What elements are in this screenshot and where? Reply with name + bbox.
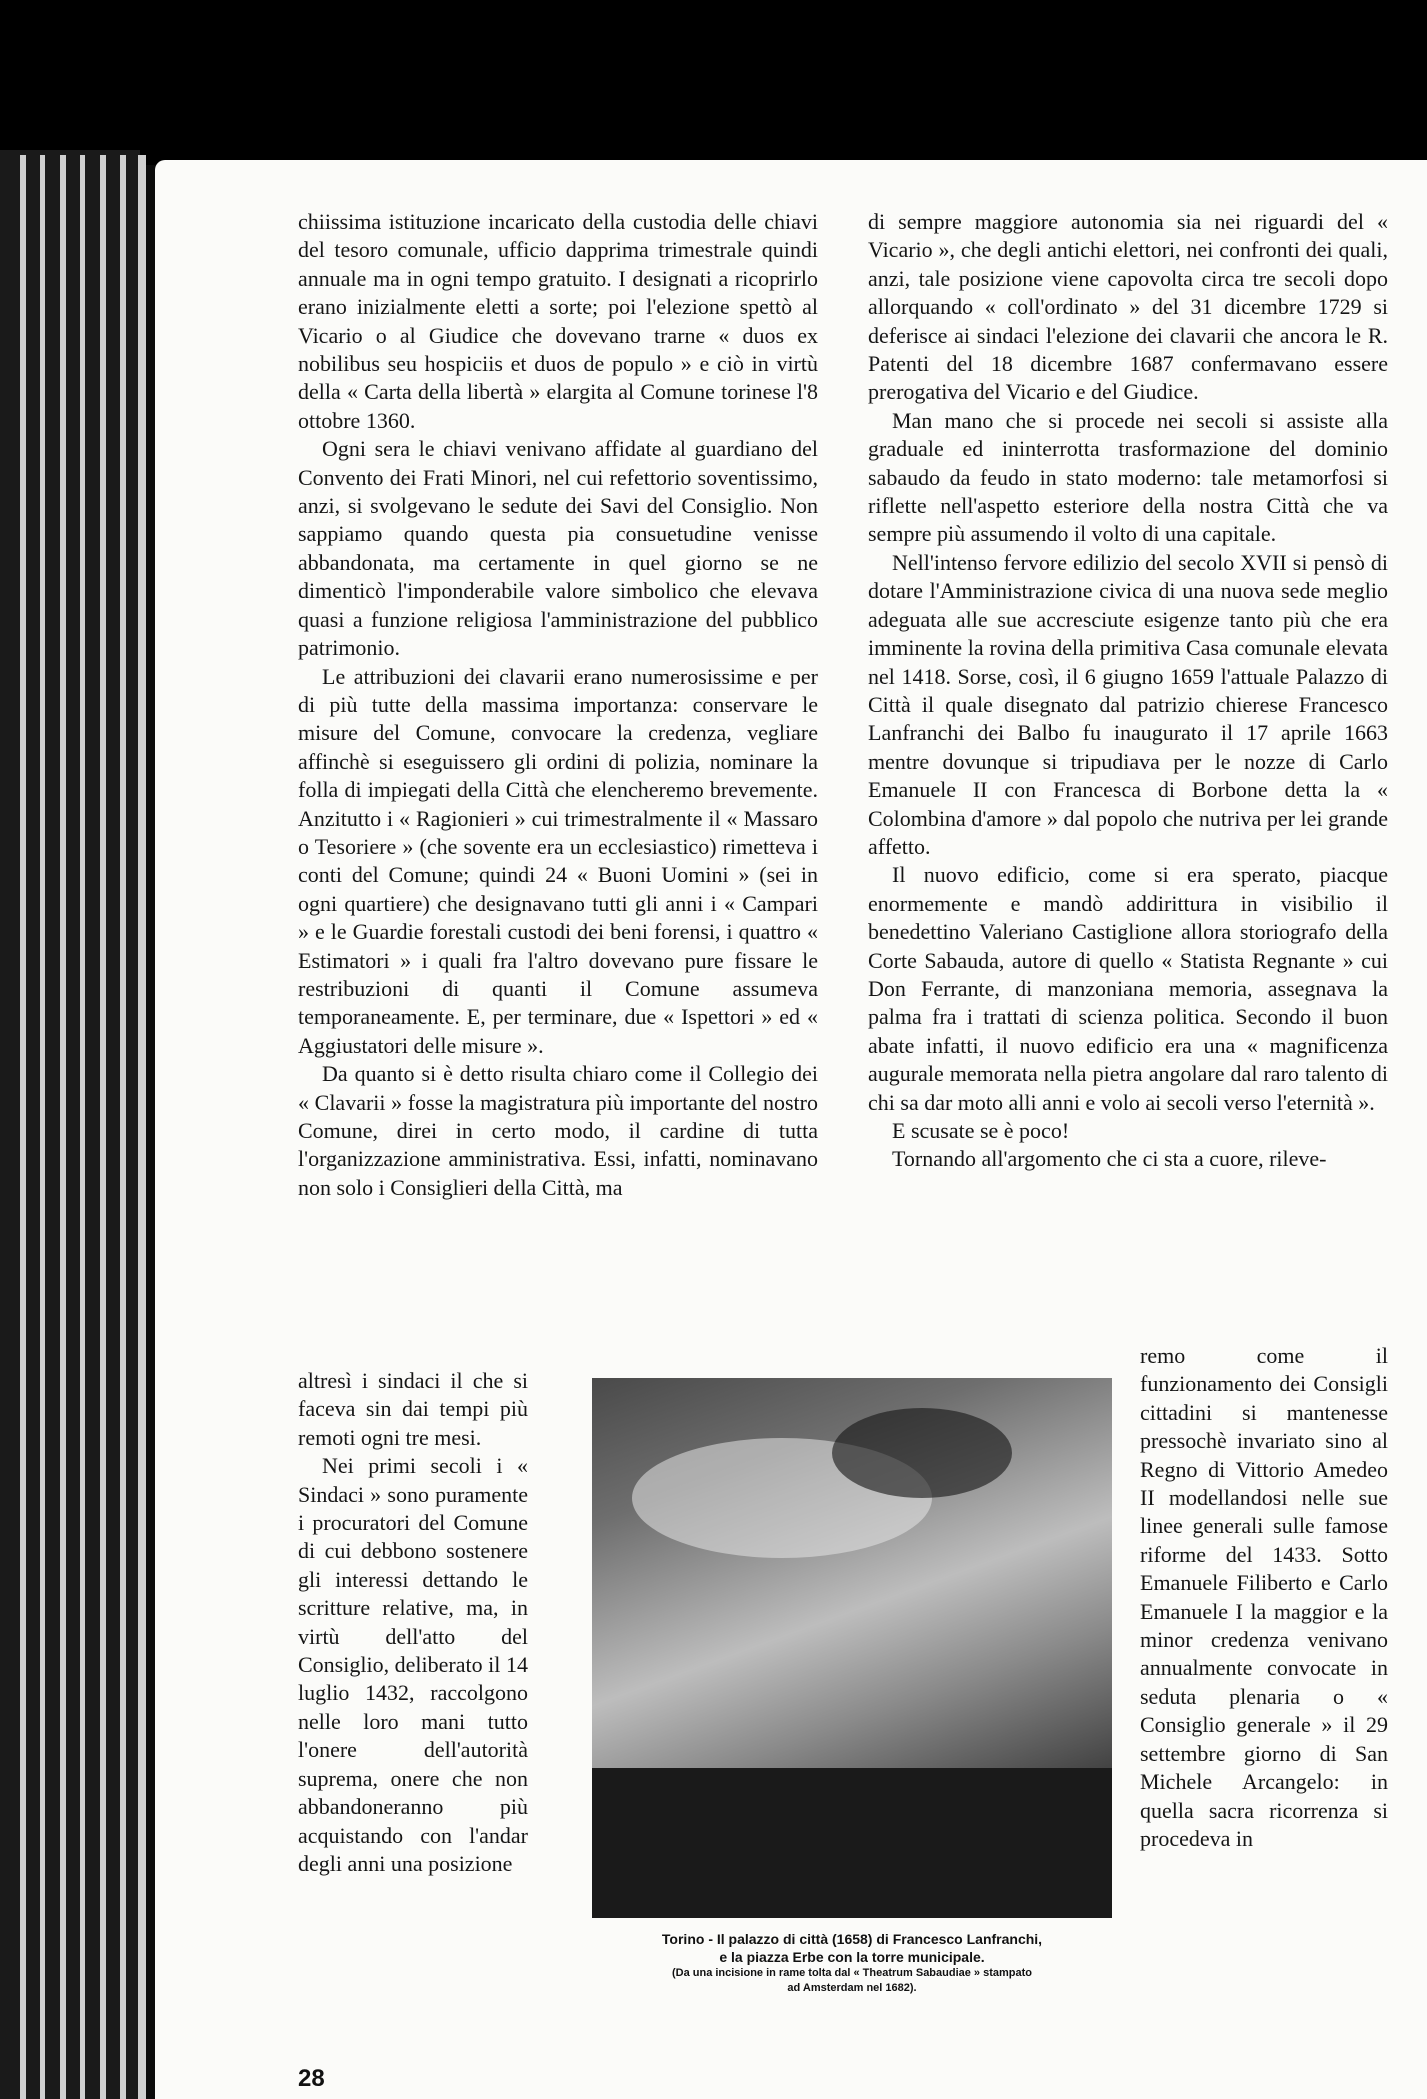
- page-edge: [40, 155, 45, 2099]
- paragraph: Il nuovo edificio, come si era sperato, piacque enormemente e mandò addirittura in visibilio il benedettino Valeriano Castiglione allora storiografo della Corte Sabauda, autore di quello « Statista Regnante » cui Don Ferrante, di manzoniana memoria, assegnava la palma fra i trattati di scienza politica. Secondo il buon abate infatti, il nuovo edificio era una « magnificenza augurale memorata nella pietra angolare dal raro talento di chi sa dar moto alli anni e volo ai secoli verso l'eternità ».: [868, 862, 1388, 1115]
- paragraph: Da quanto si è detto risulta chiaro come il Collegio dei « Clavarii » fosse la magistratura più importante del nostro Comune, direi in certo modo, il cardine di tutta l'organizzazione amministrativa. Essi, infatti, nominavano non solo i Consiglieri della Città, ma: [298, 1061, 818, 1200]
- paragraph: altresì i sindaci il che si faceva sin dai tempi più remoti ogni tre mesi.: [298, 1368, 528, 1450]
- caption-line: Torino - Il palazzo di città (1658) di Francesco Lanfranchi,: [661, 1931, 1043, 1947]
- image-detail: [592, 1768, 1112, 1918]
- paragraph: Man mano che si procede nei secoli si assiste alla graduale ed ininterrotta trasformazione del dominio sabaudo da feudo in stato moderno: tale metamorfosi si riflette nell'aspetto esteriore della nostra Città che va sempre più assumendo il volto di una capitale.: [868, 407, 1388, 547]
- left-column: [298, 208, 818, 1202]
- caption-line: e la piazza Erbe con la torre municipale.: [719, 1949, 985, 1965]
- page-edge: [138, 155, 146, 2099]
- dark-background-top: [0, 0, 1427, 165]
- paragraph: Tornando all'argomento che ci sta a cuore, rileve-: [892, 1146, 1327, 1172]
- caption-line: ad Amsterdam nel 1682).: [787, 1982, 917, 1994]
- paragraph: E scusate se è poco!: [892, 1118, 1070, 1143]
- page-edge: [120, 155, 126, 2099]
- left-wrapped-text: [298, 1367, 528, 1878]
- right-column: [868, 208, 1388, 1174]
- caption-line: (Da una incisione in rame tolta dal « Theatrum Sabaudiae » stampato: [671, 1967, 1033, 1979]
- paragraph: Le attribuzioni dei clavarii erano numerosissime e per di più tutte della massima importanza: conservare le misure del Comune, convocare la credenza, vegliare affinchè si eseguissero gli ordini di polizia, nominare la folla di impiegati della Città che elencheremo brevemente. Anzitutto i « Ragionieri » cui trimestralmente il « Massaro o Tesoriere » (che sovente era un ecclesiastico) rimetteva i conti del Comune; quindi 24 « Buoni Uomini » (sei in ogni quartiere) che designavano tutti gli anni i « Campari » e le Guardie forestali custodi dei beni forensi, i quattro « Estimatori » i quali fra l'altro dovevano pure fissare le restribuzioni di quanti il Comune assumeva temporaneamente. E, per terminare, due « Ispettori » ed « Aggiustatori delle misure ».: [298, 663, 818, 1058]
- right-wrapped-text: [1140, 1342, 1388, 1853]
- engraving-image: [592, 1378, 1112, 1918]
- page-edge: [60, 155, 66, 2099]
- paragraph: chiissima istituzione incaricato della custodia delle chiavi del tesoro comunale, ufficio dapprima trimestrale quindi annuale ma in ogni tempo gratuito. I designati a ricoprirlo erano inizialmente eletti a sorte; poi l'elezione spettò al Vicario o al Giudice che dovevano trarne « duos ex nobilibus seu hospiciis et duos de populo » e ciò in virtù della « Carta della libertà » elargita al Comune torinese l'8 ottobre 1360.: [298, 209, 818, 433]
- figure-caption: [592, 1930, 1112, 1996]
- page-edge: [20, 155, 26, 2099]
- page-edge: [100, 155, 106, 2099]
- paragraph: Nell'intenso fervore edilizio del secolo XVII si pensò di dotare l'Amministrazione civica di una nuova sede meglio adeguata alle sue accresciute esigenze tanto più che era imminente la rovina della primitiva Casa comunale elevata nel 1418. Sorse, così, il 6 giugno 1659 l'attuale Palazzo di Città il quale disegnato dal patrizio chierese Francesco Lanfranchi dei Balbo fu inaugurato il 17 aprile 1663 mentre dovunque si tripudiava per le nozze di Carlo Emanuele II con Francesca di Borbone detta la « Colombina d'amore » dal popolo che nutriva per lei grande affetto.: [868, 549, 1388, 859]
- page-edge: [80, 155, 85, 2099]
- paragraph: Ogni sera le chiavi venivano affidate al guardiano del Convento dei Frati Minori, nel cui refettorio soventissimo, anzi, si svolgevano le sedute dei Savi del Consiglio. Non sappiamo quando questa pia consuetudine venisse abbandonata, ma certamente in quel giorno se ne dimenticò l'imponderabile valore simbolico che elevava quasi a funzione religiosa l'amministrazione del pubblico patrimonio.: [298, 436, 818, 661]
- book-page: [155, 160, 1427, 2099]
- paragraph: remo come il funzionamento dei Consigli cittadini si mantenesse pressochè invariato sino al Regno di Vittorio Amedeo II modellandosi nelle sue linee generali sulle famose riforme del 1433. Sotto Emanuele Filiberto e Carlo Emanuele I la maggior e la minor credenza venivano annualmente convocate in seduta plenaria o « Consiglio generale » il 29 settembre giorno di San Michele Arcangelo: in quella sacra ricorrenza si procedeva in: [1140, 1343, 1388, 1851]
- paragraph: Nei primi secoli i « Sindaci » sono puramente i procuratori del Comune di cui debbono sostenere gli interessi dettando le scritture relative, ma, in virtù dell'atto del Consiglio, deliberato il 14 luglio 1432, raccolgono nelle loro mani tutto l'onere dell'autorità suprema, onere che non abbandoneranno più acquistando con l'andar degli anni una posizione: [298, 1453, 528, 1876]
- paragraph: di sempre maggiore autonomia sia nei riguardi del « Vicario », che degli antichi elettori, nei confronti dei quali, anzi, tale posizione viene capovolta circa tre secoli dopo allorquando « coll'ordinato » del 31 dicembre 1729 si deferisce ai sindaci l'elezione dei clavarii che ancora le R. Patenti del 18 dicembre 1687 confermavano essere prerogativa del Vicario e del Giudice.: [868, 209, 1388, 405]
- page-number: 28: [298, 2065, 325, 2092]
- image-detail: [832, 1408, 1012, 1498]
